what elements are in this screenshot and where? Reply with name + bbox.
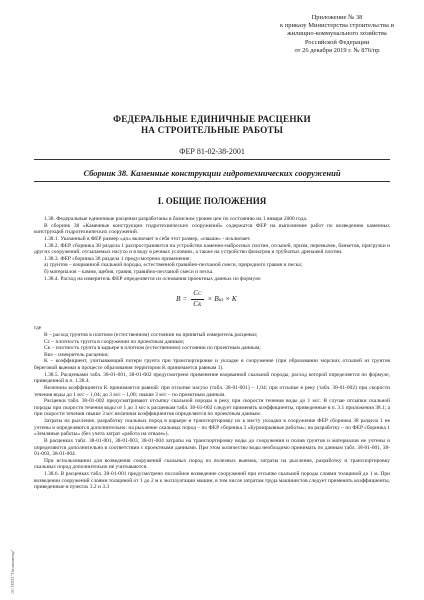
formula-denominator: C	[193, 299, 199, 309]
section-heading: I. ОБЩИЕ ПОЛОЖЕНИЯ	[157, 196, 267, 206]
paragraph: Величина коэффициента K принимается равной: при отсыпке насухо (табл. 38-01-001) – 1,04; при отсыпке в реку (табл. 38-01-002) при скорости течения воды до 1 м/с – 1,04; до 3 м/с – 1,08; свыше 3 м/с – по проектным данным.	[34, 384, 390, 398]
paragraph: В расценках табл. 38-01-001, 38-01-003, 38-01-004 затраты на транспортировку воды до сооружения и полив грунтов и материалов не учтены и определяются дополнительно в соответствии с проектными данными. При этом количество воды необходимо принимать по данным табл. 38-01-001, 38-01-003, 38-01-004.	[34, 437, 390, 458]
document-body	[34, 216, 390, 491]
formula-equals: =	[182, 294, 188, 304]
annex-line: жилищно-коммунального хозяйства	[287, 30, 387, 38]
document-code: ФЕР 81-02-38-2001	[179, 147, 245, 156]
document-title-line1: ФЕДЕРАЛЬНЫЕ ЕДИНИЧНЫЕ РАСЦЕНКИ	[113, 114, 311, 124]
formula-times: ×	[225, 294, 231, 304]
divider-bottom	[34, 181, 390, 182]
annex-line: к приказу Министерства строительства и	[280, 22, 394, 30]
annex-line: Приложение № 38	[311, 14, 363, 21]
paragraph: Bиз – измеритель расценки;	[44, 351, 109, 358]
paragraph: При использовании для возведения сооружений скальных пород из полезных выемок, затраты на рыхление, разработку и транспортировку скальных пород дополнительно не учитываются.	[34, 457, 390, 471]
paragraph: 1.38.4. Расход на измеритель ФЕР определяется из основания проектных данных по формуле:	[44, 275, 262, 282]
formula-denominator-sub: K	[198, 303, 202, 309]
formula-fraction	[191, 289, 203, 310]
formula-k: K	[231, 294, 237, 304]
paragraph: б) материалов – камня, щебня, гравия, гравийно-песчаной смеси и песка.	[44, 269, 214, 275]
paragraph: где	[34, 325, 42, 332]
formula	[34, 284, 390, 324]
paragraph: Расценки табл. 38-01-002 предусматривают отсыпку скальной породы в реку при скорости течения воды до 1 м/с. В случае отсыпки скальной породы при скорости течения воды от 1 до 3 м/с к расценкам табл. 38-01-002 следует применять коэффициенты, приведенные в п. 3.1 приложения 38.1; а при скорости течения свыше 3 м/с величина коэффициентов определяется по проектным данным.	[34, 398, 390, 418]
collection-title: Сборник 38. Каменные конструкции гидротехнических сооружений	[83, 168, 341, 178]
divider-top	[34, 159, 390, 160]
paragraph: 1.38.2. ФЕР сборника 38 раздела 1 распространяются на устройство каменно-набросных плотин, отсыпей, призм, перемычек, банкетов, пригрузки и других сооружений, отсыпаемых насухо и в воду в речных условиях, а также на устройство фильтров и трубчатых дренажей плотин.	[34, 242, 390, 256]
paragraph: Cк – плотность грунта в карьере в плотном (естественном) состоянии по проектным данным;	[44, 345, 261, 352]
annex-header	[262, 14, 412, 55]
paragraph: 1.38.1. Указанный в ФЕР размер «до» включает в себя этот размер, «свыше» - исключает.	[44, 235, 251, 242]
document-title-line2: НА СТРОИТЕЛЬНЫЕ РАБОТЫ	[140, 125, 284, 135]
formula-b: B	[214, 294, 219, 304]
paragraph: В сборник 38 «Каменные конструкции гидротехнических сооружений» содержатся ФЕР на выполнение работ по возведению каменных конструкций гидротехнических сооружений.	[34, 222, 390, 236]
paragraph: 1.38.6. В расценках табл. 38-01-001 предусмотрено послойное возведение сооружений при отсыпке скальной породы слоями толщиной до 1 м. При возведении сооружений слоями толщиной от 1 до 2 м к эксплуатации машин, в том числе затратам труда машинистов следует применять коэффициенты, приведенные в пунктах 3.2 и 3.3	[34, 471, 390, 491]
formula-times: ×	[207, 294, 213, 304]
paragraph: K – коэффициент, учитывающий потери грунта при транспортировке и укладке в сооружение (при образовании морских отсыпей из грунтов береговой выемки в процессе образования территории K принимается равным 1).	[34, 358, 390, 371]
paragraph: Затраты на рыхление, разработку скальных пород в карьере и транспортировку их к месту укладки в сооружение ФЕР сборника 38 раздела 1 не учтены и определяются дополнительно: на рыхление скальных пород – по ФЕР сборника 3 «Буровзрывные работы»; на разработку – по ФЕР сборника 1 «Земляные работы» (без учета затрат «работа на отвале»).	[34, 418, 390, 438]
annex-line: Российской Федерации	[304, 38, 370, 46]
side-watermark-text: ЭС НПП "Гоcмонитор"	[10, 549, 15, 594]
formula-b-sub: из	[218, 298, 224, 304]
paragraph: 1.38.5. Расценками табл. 38-01-001, 38-01-002 предусмотрено применение взорванной скальной породы, расход которой определяется по формуле, приведенной в п. 1.38.4.	[34, 371, 390, 385]
paragraph: Cс – плотность грунта в сооружении по проектным данным;	[44, 338, 185, 345]
formula-lhs: B	[176, 294, 181, 304]
formula-numerator-sub: C	[198, 292, 202, 298]
formula-numerator: C	[193, 288, 199, 298]
annex-line: от 26 декабря 2019 г. № 876/пр	[294, 46, 380, 54]
paragraph: а) грунтов – взорванной скальной породы, естественной гравийно-песчаной смеси, природного гравия и песка;	[44, 262, 303, 269]
side-watermark	[10, 548, 16, 594]
paragraph: 1.38. Федеральные единичные расценки разработаны в базисном уровне цен по состоянию на 1 января 2000 года.	[44, 216, 308, 222]
paragraph: 1.38.3. ФЕР сборника 38 раздела 1 предусмотрено применение:	[44, 255, 191, 262]
paragraph: B – расход грунтов в плотном (естественном) состоянии на принятый измеритель расценки;	[44, 331, 258, 338]
